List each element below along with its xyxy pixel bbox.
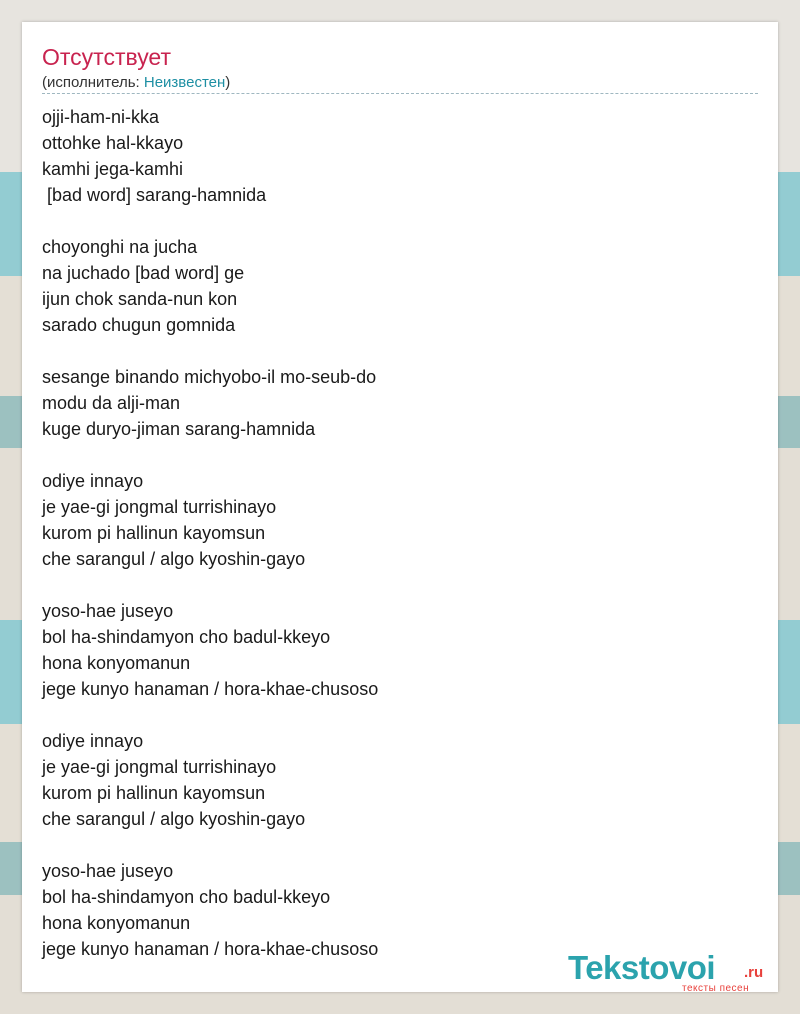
lyric-line: hona konyomanun <box>42 653 191 673</box>
artist-link[interactable]: Неизвестен <box>143 74 226 91</box>
lyric-line: na juchado [bad word] ge <box>42 263 245 283</box>
lyric-line: ojji-ham-ni-kka <box>42 107 160 127</box>
stanza-break <box>42 442 758 468</box>
lyrics-card <box>22 22 778 992</box>
artist-suffix: ) <box>225 74 231 91</box>
lyric-line: hona konyomanun <box>42 913 191 933</box>
lyric-line: yoso-hae juseyo <box>42 861 174 881</box>
logo-domain-suffix: .ru <box>744 964 764 981</box>
artist-prefix: (исполнитель: <box>42 74 144 91</box>
lyric-line: odiye innayo <box>42 471 144 491</box>
stanza-break <box>42 338 758 364</box>
artist-line <box>42 73 230 93</box>
lyric-line: sarado chugun gomnida <box>42 315 236 335</box>
stanza-break <box>42 208 758 234</box>
lyric-line: [bad word] sarang-hamnida <box>42 185 267 205</box>
lyric-line: odiye innayo <box>42 731 144 751</box>
lyric-line: jege kunyo hanaman / hora-khae-chusoso <box>42 939 379 959</box>
logo-tagline: тексты песен <box>682 983 750 994</box>
lyric-line: yoso-hae juseyo <box>42 601 174 621</box>
lyric-line: kurom pi hallinun kayomsun <box>42 523 266 543</box>
lyric-line: je yae-gi jongmal turrishinayo <box>42 757 277 777</box>
stanza-break <box>42 572 758 598</box>
lyric-line: che sarangul / algo kyoshin-gayo <box>42 549 306 569</box>
lyric-line: je yae-gi jongmal turrishinayo <box>42 497 277 517</box>
lyric-line: choyonghi na jucha <box>42 237 198 257</box>
lyric-line: bol ha-shindamyon cho badul-kkeyo <box>42 887 331 907</box>
lyric-line: jege kunyo hanaman / hora-khae-chusoso <box>42 679 379 699</box>
song-title: Отсутствует <box>42 44 171 70</box>
lyric-line: kuge duryo-jiman sarang-hamnida <box>42 419 316 439</box>
lyric-line: kamhi jega-kamhi <box>42 159 184 179</box>
lyric-line: bol ha-shindamyon cho badul-kkeyo <box>42 627 331 647</box>
lyric-line: kurom pi hallinun kayomsun <box>42 783 266 803</box>
stanza-break <box>42 702 758 728</box>
logo-wordmark: Tekstovoi <box>568 949 716 986</box>
lyrics-body <box>42 104 758 962</box>
lyric-line: sesange binando michyobo-il mo-seub-do <box>42 367 377 387</box>
stanza-break <box>42 832 758 858</box>
site-logo[interactable] <box>568 948 778 996</box>
header-divider <box>42 93 758 94</box>
lyric-line: che sarangul / algo kyoshin-gayo <box>42 809 306 829</box>
lyric-line: ottohke hal-kkayo <box>42 133 184 153</box>
lyric-line: ijun chok sanda-nun kon <box>42 289 238 309</box>
lyric-line: modu da alji-man <box>42 393 181 413</box>
